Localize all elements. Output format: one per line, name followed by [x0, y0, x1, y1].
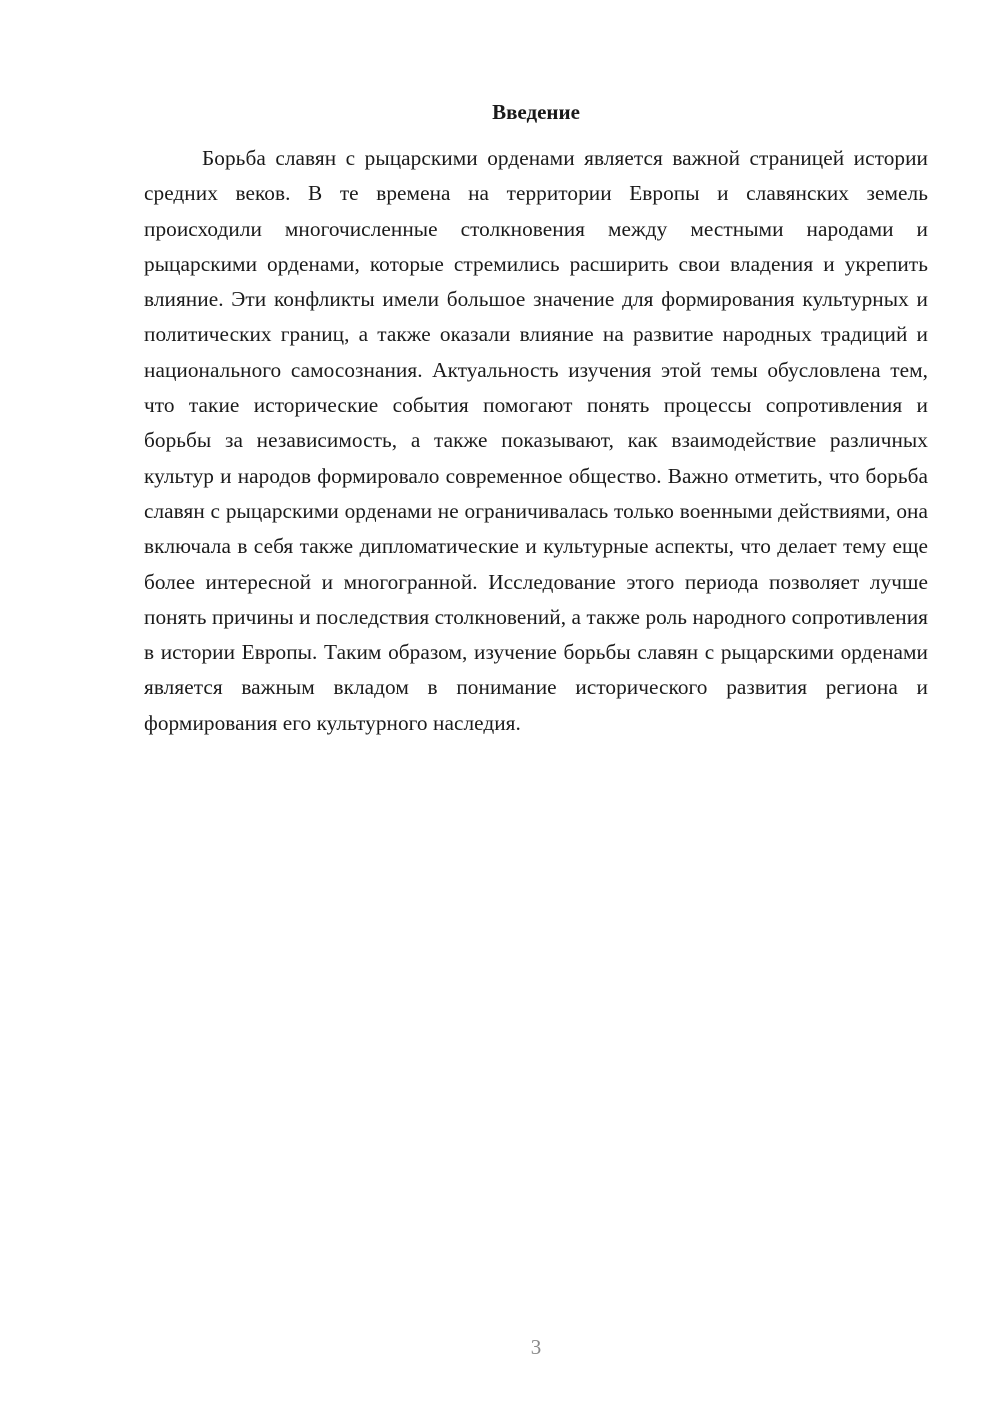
section-heading: Введение [492, 100, 580, 124]
page-number: 3 [530, 1335, 542, 1359]
body-paragraph: Борьба славян с рыцарскими орденами является важной страницей истории средних веков. В те времена на территории Европы и славянских земель происходили многочисленные столкновения между местными народами и рыцарскими орденами, которые стремились расширить свои владения и укрепить влияние. Эти конфликты имели большое значение для формирования культурных и политических границ, а также оказали влияние на развитие народных традиций и национального самосознания. Актуальность изучения этой темы обусловлена тем, что такие исторические события помогают понять процессы сопротивления и борьбы за независимость, а также показывают, как взаимодействие различных культур и народов формировало современное общество. Важно отметить, что борьба славян с рыцарскими орденами не ограничивалась только военными действиями, она включала в себя также дипломатические и культурные аспекты, что делает тему еще более интересной и многогранной. Исследование этого периода позволяет лучше понять причины и последствия столкновений, а также роль народного сопротивления в истории Европы. Таким образом, изучение борьбы славян с рыцарскими орденами является важным вкладом в понимание исторического развития региона и формирования его культурного наследия. [144, 146, 928, 735]
